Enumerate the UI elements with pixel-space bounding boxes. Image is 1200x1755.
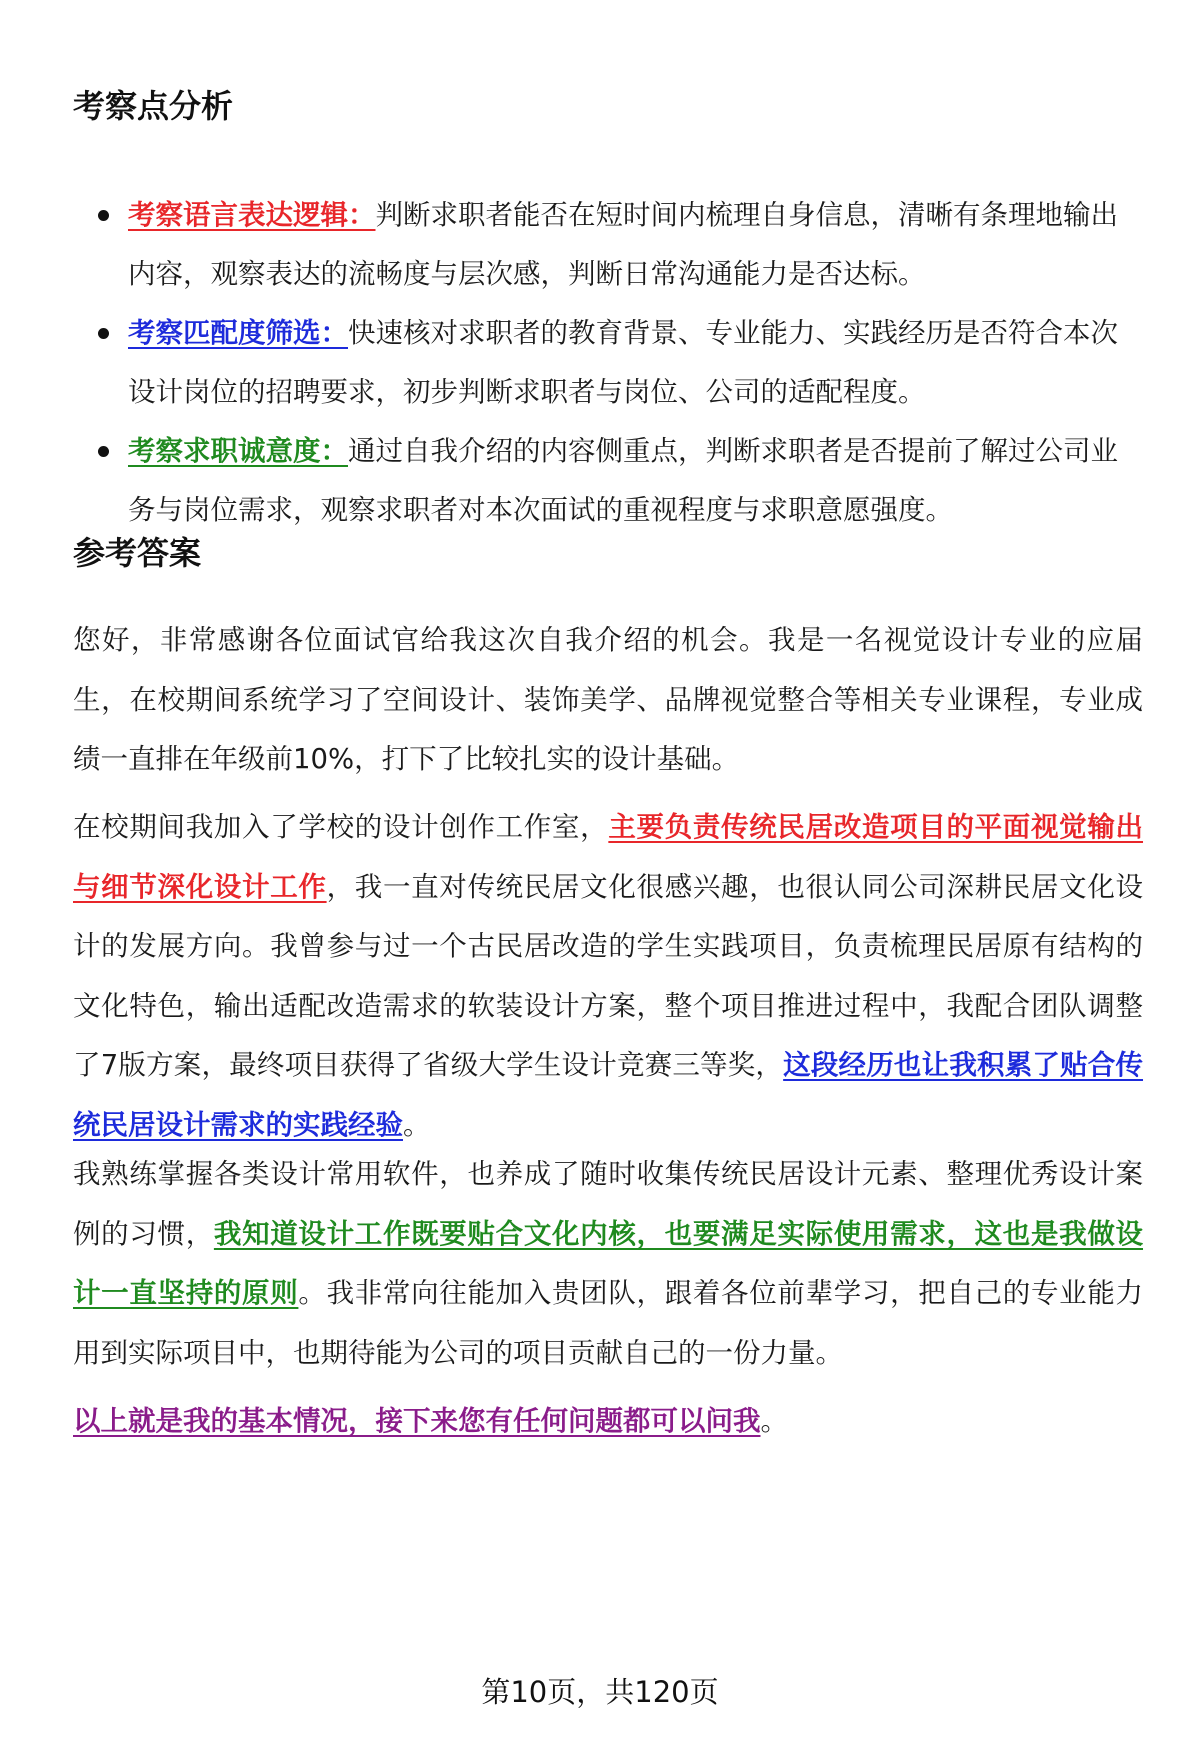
analysis-item [73, 304, 1143, 422]
page-number: 第10页，共120页 [481, 1675, 719, 1709]
highlight-blue: 这段经历也让我积累了贴合传统民居设计需求的实践经验 [73, 1049, 1144, 1141]
answer-paragraph-3 [73, 1145, 1143, 1383]
analysis-label: 考察匹配度筛选： [128, 317, 348, 349]
paragraph-text: 。我非常向往能加入贵团队，跟着各位前辈学习，把自己的专业能力用到实际项目中，也期待能为公司的项目贡献自己的一份力量。 [73, 1277, 1143, 1369]
answer-paragraph-1 [73, 611, 1143, 790]
bullet-icon [98, 446, 109, 457]
highlight-red: 主要负责传统民居改造项目的平面视觉输出与细节深化设计工作 [73, 811, 1144, 903]
analysis-heading: 考察点分析 [73, 87, 234, 125]
analysis-item [73, 422, 1143, 540]
paragraph-text: 。 [403, 1108, 431, 1141]
paragraph-text: ，我一直对传统民居文化很感兴趣，也很认同公司深耕民居文化设计的发展方向。我曾参与过一个古民居改造的学生实践项目，负责梳理民居原有结构的文化特色，输出适配改造需求的软装设计方案，整个项目推进过程中，我配合团队调整了7版方案，最终项目获得了省级大学生设计竞赛三等奖， [73, 870, 1144, 1081]
paragraph-text: 。 [760, 1405, 788, 1437]
paragraph-text: 我熟练掌握各类设计常用软件，也养成了随时收集传统民居设计元素、整理优秀设计案例的习惯， [73, 1158, 1143, 1250]
bullet-icon [98, 328, 109, 339]
highlight-green: 我知道设计工作既要贴合文化内核，也要满足实际使用需求，这也是我做设计一直坚持的原则 [73, 1217, 1144, 1309]
analysis-text: 快速核对求职者的教育背景、专业能力、实践经历是否符合本次设计岗位的招聘要求，初步判断求职者与岗位、公司的适配程度。 [128, 317, 1118, 408]
analysis-text: 判断求职者能否在短时间内梳理自身信息，清晰有条理地输出内容，观察表达的流畅度与层次感，判断日常沟通能力是否达标。 [128, 199, 1118, 290]
highlight-purple: 以上就是我的基本情况，接下来您有任何问题都可以问我 [73, 1405, 761, 1437]
analysis-label: 考察语言表达逻辑： [128, 199, 376, 231]
paragraph-text: 您好，非常感谢各位面试官给我这次自我介绍的机会。我是一名视觉设计专业的应届生，在校期间系统学习了空间设计、装饰美学、品牌视觉整合等相关专业课程，专业成绩一直排在年级前10%，打下了比较扎实的设计基础。 [73, 624, 1143, 775]
analysis-label: 考察求职诚意度： [128, 435, 348, 467]
analysis-item [73, 186, 1143, 304]
answer-paragraph-2 [73, 798, 1143, 1155]
analysis-list [73, 186, 1143, 540]
answer-paragraph-4 [73, 1392, 1143, 1452]
answer-heading: 参考答案 [73, 534, 202, 572]
analysis-text: 通过自我介绍的内容侧重点，判断求职者是否提前了解过公司业务与岗位需求，观察求职者对本次面试的重视程度与求职意愿强度。 [128, 435, 1118, 526]
bullet-icon [98, 210, 109, 221]
paragraph-text: 在校期间我加入了学校的设计创作工作室， [73, 811, 609, 843]
